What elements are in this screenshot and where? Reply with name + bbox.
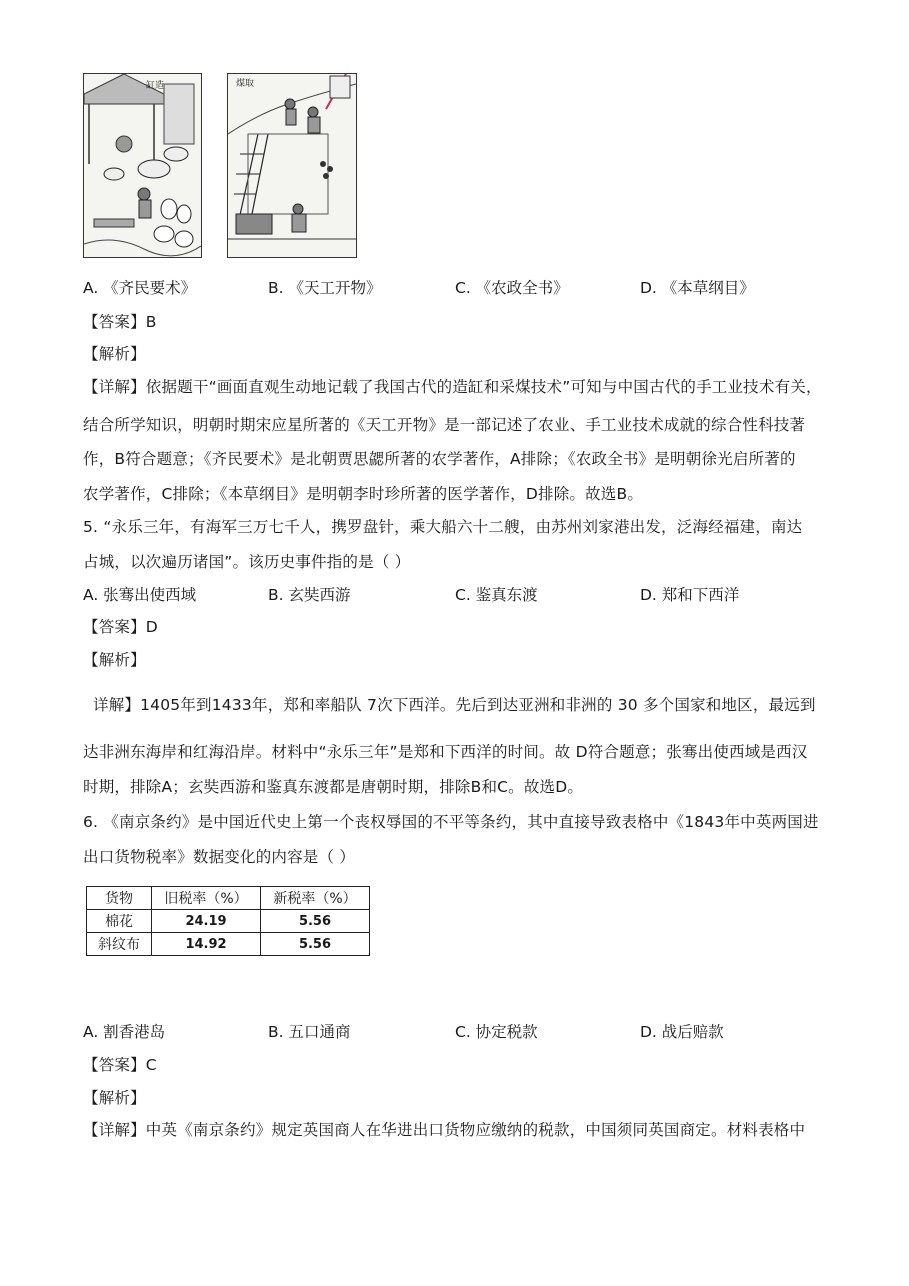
q4-answer: 【答案】B	[83, 313, 157, 331]
table-cell: 14.92	[152, 933, 261, 956]
q5-answer: 【答案】D	[83, 618, 158, 636]
q6-option-c: C. 协定税款	[455, 1023, 538, 1041]
q4-detail-line: 结合所学知识，明朝时期宋应星所著的《天工开物》是一部记述了农业、手工业技术成就的综合性科技著	[83, 416, 806, 434]
q4-option-c: C. 《农政全书》	[455, 279, 569, 297]
coal-drawing	[228, 74, 356, 257]
tax-rate-table	[86, 886, 370, 956]
table-cell: 5.56	[261, 910, 370, 933]
q4-option-a: A. 《齐民要术》	[83, 279, 197, 297]
table-cell: 棉花	[87, 910, 152, 933]
q6-stem-line: 出口货物税率》数据变化的内容是（ ）	[83, 848, 356, 866]
q4-analysis-label: 【解析】	[83, 345, 146, 363]
q6-analysis-label: 【解析】	[83, 1089, 146, 1107]
q6-stem-line: 6. 《南京条约》是中国近代史上第一个丧权辱国的不平等条约，其中直接导致表格中《1843年中英两国进	[83, 813, 819, 831]
pottery-caption: 缸造	[146, 81, 165, 91]
table-cell: 24.19	[152, 910, 261, 933]
q4-option-b: B. 《天工开物》	[268, 279, 382, 297]
q4-option-d: D. 《本草纲目》	[640, 279, 755, 297]
q4-detail-line: 作，B符合题意；《齐民要术》是北朝贾思勰所著的农学著作，A排除；《农政全书》是明朝徐光启所著的	[83, 450, 796, 468]
table-row	[87, 933, 370, 956]
q4-detail-line: 【详解】依据题干“画面直观生动地记载了我国古代的造缸和采煤技术”可知与中国古代的手工业技术有关，	[83, 378, 822, 396]
q6-answer: 【答案】C	[83, 1056, 157, 1074]
q5-option-c: C. 鉴真东渡	[455, 586, 538, 604]
q5-option-b: B. 玄奘西游	[268, 586, 351, 604]
table-header-row	[87, 887, 370, 910]
table-cell: 斜纹布	[87, 933, 152, 956]
table-header: 旧税率（%）	[152, 887, 261, 910]
pottery-drawing	[84, 74, 201, 257]
q5-detail-line: 达非洲东海岸和红海沿岸。材料中“永乐三年”是郑和下西洋的时间。故 D符合题意；张骞出使西域是西汉	[83, 743, 808, 761]
q5-option-d: D. 郑和下西洋	[640, 586, 740, 604]
table-header: 新税率（%）	[261, 887, 370, 910]
table-header: 货物	[87, 887, 152, 910]
coal-caption: 煤取	[236, 79, 255, 89]
q6-option-a: A. 割香港岛	[83, 1023, 166, 1041]
q4-detail-line: 农学著作，C排除；《本草纲目》是明朝李时珍所著的医学著作，D排除。故选B。	[83, 485, 644, 503]
q5-option-a: A. 张骞出使西域	[83, 586, 197, 604]
q5-detail-line: 详解】1405年到1433年，郑和率船队 7次下西洋。先后到达亚洲和非洲的 30 多个国家和地区，最远到	[93, 696, 816, 714]
q6-option-b: B. 五口通商	[268, 1023, 351, 1041]
q6-detail-line: 【详解】中英《南京条约》规定英国商人在华进出口货物应缴纳的税款，中国须同英国商定。材料表格中	[83, 1121, 806, 1139]
coal-mining-illustration	[227, 73, 357, 258]
q6-option-d: D. 战后赔款	[640, 1023, 724, 1041]
pottery-illustration	[83, 73, 202, 258]
q5-stem-line: 占城，以次遍历诸国”。该历史事件指的是（ ）	[83, 553, 411, 571]
q5-analysis-label: 【解析】	[83, 651, 146, 669]
q5-stem-line: 5. “永乐三年，有海军三万七千人，携罗盘针，乘大船六十二艘，由苏州刘家港出发，泛海经福建，南达	[83, 518, 803, 536]
q5-detail-line: 时期，排除A；玄奘西游和鉴真东渡都是唐朝时期，排除B和C。故选D。	[83, 778, 584, 796]
table-row	[87, 910, 370, 933]
table-cell: 5.56	[261, 933, 370, 956]
